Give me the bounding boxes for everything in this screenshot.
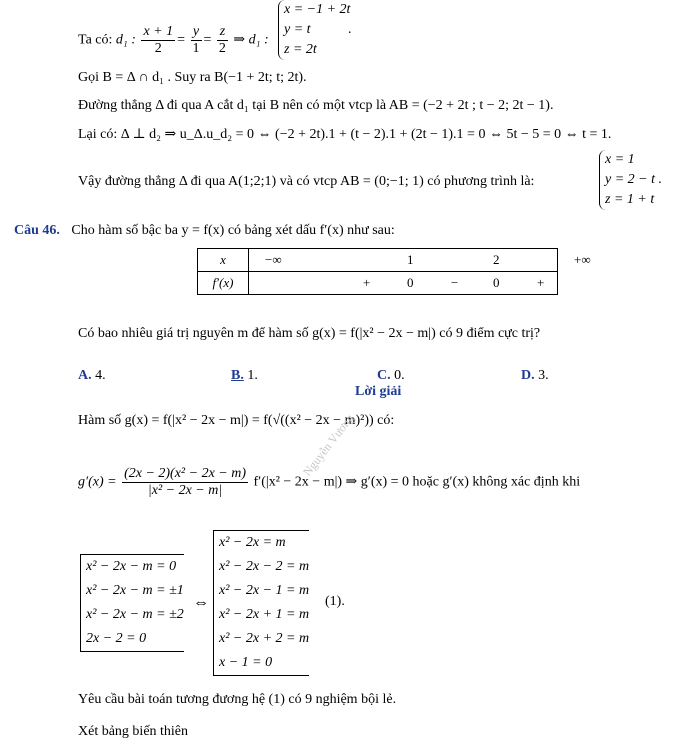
line-yeu-cau: Yêu cầu bài toán tương đương hệ (1) có 9 nghiệm bội lẻ. — [78, 692, 397, 707]
sign-table-sign-row: + 0 − 0 + — [363, 275, 545, 290]
answer-c[interactable]: C. 0. — [377, 368, 405, 383]
d1-label: d₁ : — [115, 32, 136, 48]
line-vay: Vậy đường thẳng Δ đi qua A(1;2;1) và có vtcp AB = (0;−1; 1) có phương trình là: — [78, 174, 535, 189]
right-system: x² − 2x = m x² − 2x − 2 = m x² − 2x − 1 = m x² − 2x + 1 = m x² − 2x + 2 = m x − 1 = 0 — [213, 530, 309, 676]
question-text: Cho hàm số bậc ba y = f(x) có bảng xét dấu f′(x) như sau: — [71, 223, 395, 238]
answer-d[interactable]: D. 3. — [521, 368, 549, 383]
derivative-fraction: $\frac{\text{(2x − 2)(x² − 2x − m)}}{\text{|x² − 2x − m|}}$ — [124, 466, 247, 498]
system-label: (1). — [325, 594, 345, 609]
sign-table-x-row: −∞ 1 2 +∞ — [265, 252, 591, 267]
sign-table — [197, 248, 591, 295]
question-line — [14, 223, 395, 239]
derivative-line — [78, 466, 580, 499]
fraction-z: $\frac{z}{2}$ — [218, 24, 226, 56]
d1-param-label: ⇒ d₁ : — [233, 32, 269, 48]
answer-b[interactable]: B. 1. — [231, 368, 258, 383]
line-duong-thang: Đường thẳng Δ đi qua A cắt d₁ tại B nên có một vtcp là AB = (−2 + 2t ; t − 2; 2t − 1). — [78, 98, 554, 113]
solution-heading: Lời giải — [355, 384, 402, 399]
iff-symbol: ⇔ — [193, 594, 209, 611]
delta-system: x = 1 y = 2 − t . z = 1 + t — [599, 150, 662, 210]
watermark: Nguyễn Vương — [300, 411, 357, 479]
left-system: x² − 2x − m = 0 x² − 2x − m = ±1 x² − 2x − m = ±2 2x − 2 = 0 — [80, 554, 184, 652]
sign-table-x-label: x — [198, 249, 249, 272]
d1-system: x = −1 + 2t y = t z = 2t — [278, 0, 350, 60]
fraction-x: $\frac{x + 1}{2}$ — [143, 24, 174, 56]
derivative-lhs: g′(x) = — [78, 474, 117, 490]
question-label: Câu 46. — [14, 223, 60, 238]
intro-label: Ta có: — [78, 32, 113, 48]
period: . — [348, 22, 352, 37]
derivative-rhs: f′(|x² − 2x − m|) ⇒ g′(x) = 0 hoặc g′(x) không xác định khi — [253, 474, 581, 490]
line-ham-so: Hàm số g(x) = f(|x² − 2x − m|) = f(√((x² − 2x − m)²)) có: — [78, 413, 395, 428]
question-body: Có bao nhiêu giá trị nguyên m để hàm số g(x) = f(|x² − 2x − m|) có 9 điểm cực trị? — [78, 326, 541, 341]
line-lai-co: Lại có: Δ ⊥ d₂ ⇒ u_Δ.u_d₂ = 0 ⇔ (−2 + 2t).1 + (t − 2).1 + (2t − 1).1 = 0 ⇔ 5t − 5 = 0 ⇔ t = 1. — [78, 127, 612, 142]
line-goi: Gọi B = Δ ∩ d₁ . Suy ra B(−1 + 2t; t; 2t). — [78, 70, 307, 85]
intro-line: Ta có: d₁ : $\frac{x + 1}{2}$ = $\frac{y}{1}$ = $\frac{z}{2}$ ⇒ d₁ : — [78, 24, 269, 56]
sign-table-fprime-label: f′(x) — [198, 272, 249, 295]
fraction-y: $\frac{y}{1}$ — [192, 24, 200, 56]
answer-a[interactable]: A. 4. — [78, 368, 106, 383]
line-xet-bang: Xét bảng biến thiên — [78, 724, 189, 739]
